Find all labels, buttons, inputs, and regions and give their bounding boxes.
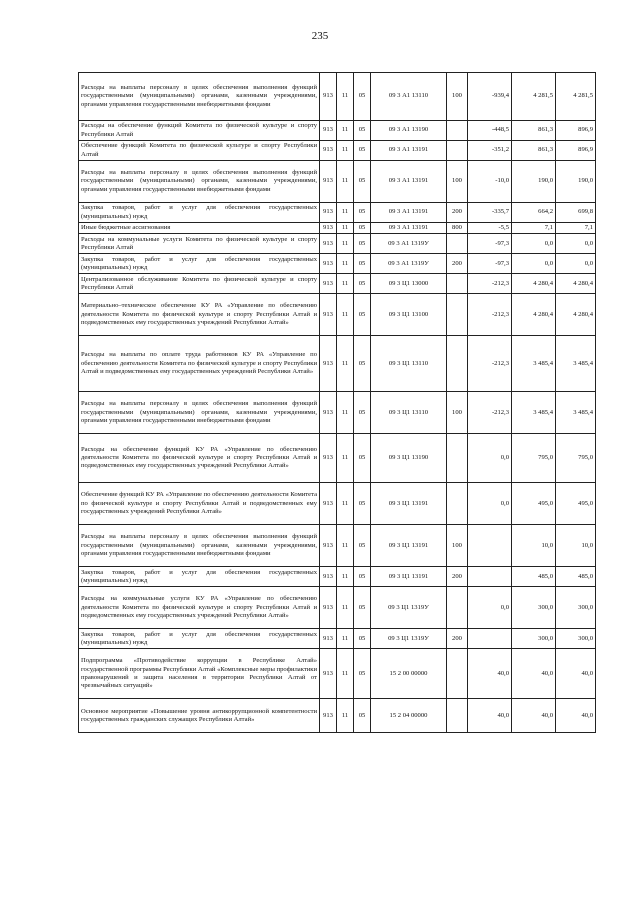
cell-amount-year-2: 896,9 — [556, 121, 596, 141]
row-description: Расходы на выплаты по оплате труда работников КУ РА «Управление по обеспечению деятельности Комитета по физической культуре и спорту Республики Алтай и подведомственных ему государственных учреждений Республики Алтай» — [79, 336, 320, 392]
cell-amount-year-2: 7,1 — [556, 223, 596, 234]
cell-amount-change: 40,0 — [468, 649, 512, 699]
cell-amount-year-2: 300,0 — [556, 587, 596, 629]
budget-table — [78, 72, 596, 733]
row-description: Расходы на выплаты персоналу в целях обеспечения выполнения функций государственными (муниципальными) органами, казенными учреждениями, органами управления государственными внебюджетными фондами — [79, 525, 320, 567]
cell-ministry-code: 913 — [320, 649, 337, 699]
cell-subsection-code: 05 — [354, 525, 371, 567]
row-description: Закупка товаров, работ и услуг для обеспечения государственных (муниципальных) нужд — [79, 254, 320, 274]
table-row — [79, 392, 596, 434]
cell-amount-year-2: 495,0 — [556, 483, 596, 525]
cell-subsection-code: 05 — [354, 567, 371, 587]
cell-target-article: 15 2 04 00000 — [371, 699, 447, 733]
cell-amount-year-1: 190,0 — [512, 161, 556, 203]
cell-amount-year-1: 10,0 — [512, 525, 556, 567]
row-description: Расходы на коммунальные услуги КУ РА «Управление по обеспечению деятельности Комитета по физической культуре и спорту Республики Алтай и подведомственных ему государственных учреждений Республики Алтай» — [79, 587, 320, 629]
table-row — [79, 234, 596, 254]
cell-section-code: 11 — [337, 483, 354, 525]
cell-amount-year-1: 300,0 — [512, 629, 556, 649]
cell-ministry-code: 913 — [320, 234, 337, 254]
cell-expense-type: 200 — [447, 567, 468, 587]
cell-amount-change: -212,3 — [468, 336, 512, 392]
cell-amount-year-1: 4 280,4 — [512, 294, 556, 336]
cell-ministry-code: 913 — [320, 525, 337, 567]
cell-subsection-code: 05 — [354, 274, 371, 294]
cell-expense-type — [447, 587, 468, 629]
cell-ministry-code: 913 — [320, 434, 337, 483]
cell-ministry-code: 913 — [320, 254, 337, 274]
cell-section-code: 11 — [337, 587, 354, 629]
cell-amount-year-1: 40,0 — [512, 699, 556, 733]
cell-section-code: 11 — [337, 274, 354, 294]
cell-section-code: 11 — [337, 649, 354, 699]
cell-expense-type: 100 — [447, 525, 468, 567]
cell-subsection-code: 05 — [354, 73, 371, 121]
cell-expense-type: 200 — [447, 629, 468, 649]
cell-section-code: 11 — [337, 234, 354, 254]
cell-subsection-code: 05 — [354, 223, 371, 234]
cell-amount-change: -939,4 — [468, 73, 512, 121]
cell-amount-change: 0,0 — [468, 483, 512, 525]
cell-amount-change — [468, 525, 512, 567]
cell-target-article: 09 3 Ц1 13100 — [371, 294, 447, 336]
row-description: Закупка товаров, работ и услуг для обеспечения государственных (муниципальных) нужд — [79, 203, 320, 223]
cell-amount-year-1: 4 280,4 — [512, 274, 556, 294]
table-row — [79, 483, 596, 525]
table-row — [79, 525, 596, 567]
cell-ministry-code: 913 — [320, 274, 337, 294]
cell-subsection-code: 05 — [354, 254, 371, 274]
cell-target-article: 09 3 Ц1 1319У — [371, 629, 447, 649]
cell-subsection-code: 05 — [354, 629, 371, 649]
table-body — [79, 73, 596, 733]
cell-expense-type: 100 — [447, 73, 468, 121]
cell-expense-type — [447, 274, 468, 294]
cell-amount-change: -448,5 — [468, 121, 512, 141]
cell-amount-year-2: 4 280,4 — [556, 294, 596, 336]
cell-amount-year-2: 4 281,5 — [556, 73, 596, 121]
cell-amount-year-1: 40,0 — [512, 649, 556, 699]
cell-amount-change: -351,2 — [468, 141, 512, 161]
cell-amount-change: 0,0 — [468, 587, 512, 629]
row-description: Расходы на обеспечение функций Комитета по физической культуре и спорту Республики Алтай — [79, 121, 320, 141]
cell-expense-type: 200 — [447, 254, 468, 274]
cell-subsection-code: 05 — [354, 699, 371, 733]
cell-amount-year-1: 3 485,4 — [512, 392, 556, 434]
table-row — [79, 121, 596, 141]
cell-section-code: 11 — [337, 161, 354, 203]
cell-amount-year-2: 40,0 — [556, 699, 596, 733]
cell-expense-type — [447, 234, 468, 254]
cell-ministry-code: 913 — [320, 587, 337, 629]
cell-amount-year-2: 10,0 — [556, 525, 596, 567]
cell-target-article: 09 3 Ц1 13191 — [371, 525, 447, 567]
cell-amount-year-1: 3 485,4 — [512, 336, 556, 392]
row-description: Расходы на коммунальные услуги Комитета по физической культуре и спорту Республики Алтай — [79, 234, 320, 254]
cell-section-code: 11 — [337, 203, 354, 223]
cell-expense-type: 200 — [447, 203, 468, 223]
cell-target-article: 09 3 Ц1 13110 — [371, 392, 447, 434]
table-row — [79, 223, 596, 234]
row-description: Централизованное обслуживание Комитета по физической культуре и спорту Республики Алтай — [79, 274, 320, 294]
cell-ministry-code: 913 — [320, 567, 337, 587]
table-row — [79, 73, 596, 121]
cell-amount-year-1: 861,3 — [512, 141, 556, 161]
cell-expense-type — [447, 483, 468, 525]
cell-subsection-code: 05 — [354, 434, 371, 483]
cell-section-code: 11 — [337, 392, 354, 434]
cell-ministry-code: 913 — [320, 483, 337, 525]
cell-amount-change: -97,3 — [468, 234, 512, 254]
cell-amount-year-1: 300,0 — [512, 587, 556, 629]
cell-ministry-code: 913 — [320, 294, 337, 336]
cell-ministry-code: 913 — [320, 336, 337, 392]
cell-amount-change — [468, 629, 512, 649]
cell-target-article: 09 3 Ц1 13000 — [371, 274, 447, 294]
cell-ministry-code: 913 — [320, 203, 337, 223]
cell-amount-year-2: 699,8 — [556, 203, 596, 223]
cell-target-article: 09 3 Ц1 13191 — [371, 567, 447, 587]
cell-amount-year-1: 861,3 — [512, 121, 556, 141]
cell-subsection-code: 05 — [354, 161, 371, 203]
cell-section-code: 11 — [337, 121, 354, 141]
cell-section-code: 11 — [337, 629, 354, 649]
cell-target-article: 09 3 А1 1319У — [371, 254, 447, 274]
cell-amount-year-2: 795,0 — [556, 434, 596, 483]
cell-expense-type: 100 — [447, 161, 468, 203]
table-row — [79, 161, 596, 203]
cell-ministry-code: 913 — [320, 699, 337, 733]
cell-ministry-code: 913 — [320, 121, 337, 141]
cell-amount-change — [468, 567, 512, 587]
cell-amount-year-2: 0,0 — [556, 254, 596, 274]
cell-amount-year-1: 495,0 — [512, 483, 556, 525]
cell-amount-year-2: 190,0 — [556, 161, 596, 203]
cell-expense-type — [447, 294, 468, 336]
cell-section-code: 11 — [337, 254, 354, 274]
table-row — [79, 629, 596, 649]
cell-target-article: 09 3 А1 13191 — [371, 223, 447, 234]
cell-subsection-code: 05 — [354, 234, 371, 254]
cell-section-code: 11 — [337, 223, 354, 234]
cell-ministry-code: 913 — [320, 223, 337, 234]
table-row — [79, 274, 596, 294]
cell-subsection-code: 05 — [354, 392, 371, 434]
cell-expense-type — [447, 336, 468, 392]
cell-amount-change: -212,3 — [468, 274, 512, 294]
cell-ministry-code: 913 — [320, 141, 337, 161]
cell-target-article: 09 3 Ц1 13190 — [371, 434, 447, 483]
table-row — [79, 587, 596, 629]
cell-ministry-code: 913 — [320, 629, 337, 649]
cell-expense-type — [447, 434, 468, 483]
row-description: Обеспечение функций КУ РА «Управление по обеспечению деятельности Комитета по физической культуре и спорту Республики Алтай и подведомственных ему государственных учреждений Республики Алтай» — [79, 483, 320, 525]
cell-subsection-code: 05 — [354, 121, 371, 141]
cell-amount-year-2: 300,0 — [556, 629, 596, 649]
cell-expense-type: 100 — [447, 392, 468, 434]
cell-section-code: 11 — [337, 336, 354, 392]
cell-target-article: 09 3 А1 13191 — [371, 203, 447, 223]
cell-amount-year-1: 7,1 — [512, 223, 556, 234]
row-description: Расходы на выплаты персоналу в целях обеспечения выполнения функций государственными (муниципальными) органами, казенными учреждениями, органами управления государственными внебюджетными фондами — [79, 161, 320, 203]
cell-expense-type — [447, 699, 468, 733]
cell-subsection-code: 05 — [354, 294, 371, 336]
table-row — [79, 434, 596, 483]
cell-subsection-code: 05 — [354, 141, 371, 161]
cell-ministry-code: 913 — [320, 73, 337, 121]
cell-subsection-code: 05 — [354, 203, 371, 223]
cell-amount-year-2: 3 485,4 — [556, 392, 596, 434]
cell-section-code: 11 — [337, 525, 354, 567]
cell-amount-year-1: 795,0 — [512, 434, 556, 483]
cell-section-code: 11 — [337, 434, 354, 483]
row-description: Основное мероприятие «Повышение уровня антикоррупционной компетентности государственных гражданских служащих Республики Алтай» — [79, 699, 320, 733]
cell-amount-change: -212,3 — [468, 294, 512, 336]
table-row — [79, 336, 596, 392]
cell-target-article: 09 3 А1 13191 — [371, 161, 447, 203]
row-description: Подпрограмма «Противодействие коррупции в Республике Алтай» государственной программы Республики Алтай «Комплексные меры профилактики правонарушений и защита населения в территории Республики Алтай от чрезвычайных ситуаций» — [79, 649, 320, 699]
cell-section-code: 11 — [337, 567, 354, 587]
cell-target-article: 09 3 А1 13110 — [371, 73, 447, 121]
table-row — [79, 649, 596, 699]
cell-amount-change: -97,3 — [468, 254, 512, 274]
cell-subsection-code: 05 — [354, 483, 371, 525]
table-row — [79, 294, 596, 336]
cell-target-article: 09 3 Ц1 1319У — [371, 587, 447, 629]
cell-expense-type — [447, 649, 468, 699]
cell-amount-year-1: 4 281,5 — [512, 73, 556, 121]
row-description: Обеспечение функций Комитета по физической культуре и спорту Республики Алтай — [79, 141, 320, 161]
cell-amount-change: -10,0 — [468, 161, 512, 203]
cell-amount-change: -5,5 — [468, 223, 512, 234]
cell-ministry-code: 913 — [320, 392, 337, 434]
cell-amount-year-2: 0,0 — [556, 234, 596, 254]
cell-amount-year-1: 0,0 — [512, 254, 556, 274]
table-row — [79, 141, 596, 161]
cell-amount-change: 0,0 — [468, 434, 512, 483]
cell-amount-year-1: 664,2 — [512, 203, 556, 223]
table-row — [79, 567, 596, 587]
cell-amount-change: -335,7 — [468, 203, 512, 223]
cell-target-article: 09 3 А1 1319У — [371, 234, 447, 254]
cell-amount-change: 40,0 — [468, 699, 512, 733]
cell-target-article: 09 3 А1 13190 — [371, 121, 447, 141]
cell-section-code: 11 — [337, 73, 354, 121]
cell-target-article: 15 2 00 00000 — [371, 649, 447, 699]
cell-amount-year-2: 485,0 — [556, 567, 596, 587]
cell-amount-change: -212,3 — [468, 392, 512, 434]
row-description: Иные бюджетные ассигнования — [79, 223, 320, 234]
page-number: 235 — [311, 30, 329, 42]
cell-amount-year-2: 3 485,4 — [556, 336, 596, 392]
table-row — [79, 203, 596, 223]
cell-target-article: 09 3 А1 13191 — [371, 141, 447, 161]
row-description: Расходы на выплаты персоналу в целях обеспечения выполнения функций государственными (муниципальными) органами, казенными учреждениями, органами управления государственными внебюджетными фондами — [79, 392, 320, 434]
cell-amount-year-2: 896,9 — [556, 141, 596, 161]
cell-target-article: 09 3 Ц1 13110 — [371, 336, 447, 392]
cell-section-code: 11 — [337, 699, 354, 733]
cell-amount-year-1: 485,0 — [512, 567, 556, 587]
cell-ministry-code: 913 — [320, 161, 337, 203]
cell-expense-type — [447, 121, 468, 141]
row-description: Расходы на обеспечение функций КУ РА «Управление по обеспечению деятельности Комитета по физической культуре и спорту Республики Алтай и подведомственных ему государственных учреждений Республики Алтай» — [79, 434, 320, 483]
cell-target-article: 09 3 Ц1 13191 — [371, 483, 447, 525]
cell-section-code: 11 — [337, 141, 354, 161]
cell-subsection-code: 05 — [354, 587, 371, 629]
table-row — [79, 254, 596, 274]
cell-expense-type: 800 — [447, 223, 468, 234]
cell-amount-year-1: 0,0 — [512, 234, 556, 254]
cell-amount-year-2: 4 280,4 — [556, 274, 596, 294]
cell-section-code: 11 — [337, 294, 354, 336]
row-description: Расходы на выплаты персоналу в целях обеспечения выполнения функций государственными (муниципальными) органами, казенными учреждениями, органами управления государственными внебюджетными фондами — [79, 73, 320, 121]
row-description: Закупка товаров, работ и услуг для обеспечения государственных (муниципальных) нужд — [79, 567, 320, 587]
cell-subsection-code: 05 — [354, 649, 371, 699]
row-description: Закупка товаров, работ и услуг для обеспечения государственных (муниципальных) нужд — [79, 629, 320, 649]
table-row — [79, 699, 596, 733]
row-description: Материально–техническое обеспечение КУ РА «Управление по обеспечению деятельности Комитета по физической культуре и спорту Республики Алтай и подведомственных ему государственных учреждений Республики Алтай» — [79, 294, 320, 336]
cell-amount-year-2: 40,0 — [556, 649, 596, 699]
cell-expense-type — [447, 141, 468, 161]
cell-subsection-code: 05 — [354, 336, 371, 392]
